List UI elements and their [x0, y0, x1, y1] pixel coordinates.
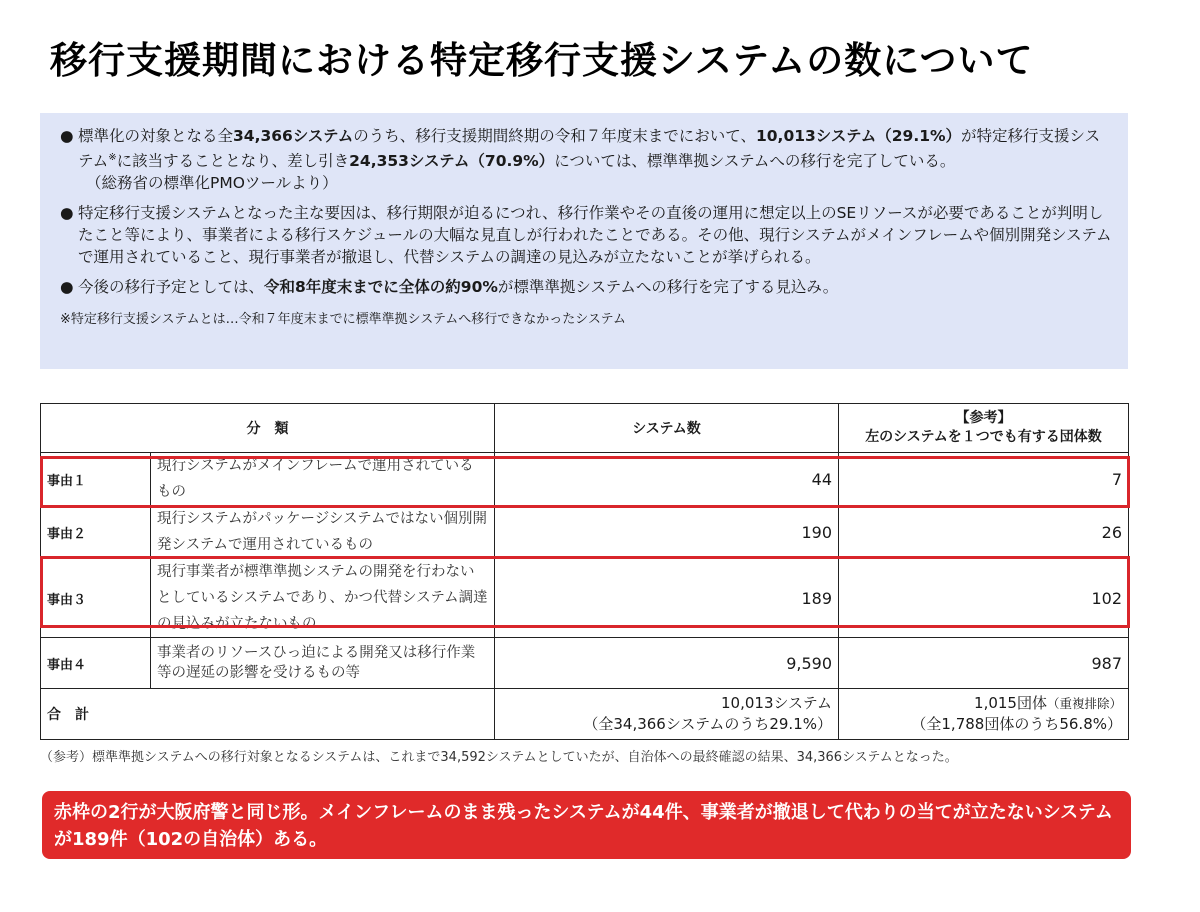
row-reason: 事由４	[41, 638, 151, 689]
total-systems	[495, 689, 839, 740]
row-reason: 事由１	[41, 453, 151, 506]
table-total-row	[41, 689, 1129, 740]
row-description: 現行システムがパッケージシステムではない個別開発システムで運用されているもの	[151, 506, 495, 559]
table-row	[41, 638, 1129, 689]
row-org-count: 102	[839, 559, 1129, 638]
header-systems: システム数	[495, 404, 839, 453]
summary-bullet-2: ● 特定移行支援システムとなった主な要因は、移行期限が迫るにつれ、移行作業やその直後の運用に想定以上のSEリソースが必要であることが判明したこと等により、事業者による移行スケジュールの大幅な見直しが行われたことである。その他、現行システムがメインフレームや個別開発システムで運用されていること、現行事業者が撤退し、代替システムの調達の見込みが立たないことが挙げられる。	[60, 202, 1112, 268]
footnote: ※特定移行支援システムとは…令和７年度末までに標準準拠システムへ移行できなかったシステム	[60, 312, 626, 328]
row-org-count: 987	[839, 638, 1129, 689]
header-ref-desc: 左のシステムを１つでも有する団体数	[865, 429, 1102, 445]
bullet-strong: 34,366システム	[233, 127, 354, 145]
bullet-strong: 10,013システム（29.1%）	[755, 127, 962, 145]
header-category: 分 類	[41, 404, 495, 453]
total-systems-count: 10,013システム	[721, 694, 832, 712]
table-row	[41, 559, 1129, 638]
summary-box	[40, 113, 1128, 369]
row-system-count: 189	[495, 559, 839, 638]
systems-table	[40, 403, 1129, 740]
table-row	[41, 453, 1129, 506]
total-orgs	[839, 689, 1129, 740]
bullet-text: については、標準準拠システムへの移行を完了している。	[554, 152, 956, 171]
row-reason: 事由３	[41, 559, 151, 638]
row-reason: 事由２	[41, 506, 151, 559]
bullet-source: （総務省の標準化PMOツールより）	[86, 174, 338, 193]
row-system-count: 190	[495, 506, 839, 559]
summary-bullet-3	[60, 276, 1112, 298]
header-ref-label: 【参考】	[955, 410, 1012, 426]
reference-note: （参考）標準準拠システムへの移行対象となるシステムは、これまで34,592システムとしていたが、自治体への最終確認の結果、34,366システムとなった。	[40, 750, 958, 765]
table-header-row	[41, 404, 1129, 453]
row-description: 現行事業者が標準準拠システムの開発を行わないとしているシステムであり、かつ代替システム調達の見込みが立たないもの	[151, 559, 495, 638]
header-reference	[839, 404, 1129, 453]
page-title: 移行支援期間における特定移行支援システムの数について	[50, 39, 1034, 82]
bullet-strong: 令和8年度末までに全体の約90%	[264, 278, 498, 297]
bullet-text: 今後の移行予定としては、	[78, 278, 265, 297]
row-description: 事業者のリソースひっ迫による開発又は移行作業等の遅延の影響を受けるもの等	[151, 638, 495, 689]
row-system-count: 44	[495, 453, 839, 506]
table-row	[41, 506, 1129, 559]
bullet-text: のうち、移行支援期間終期の令和７年度末までにおいて、	[353, 127, 756, 145]
bullet-text: に該当することとなり、差し引き	[116, 152, 350, 171]
total-orgs-dedup-note: （重複排除）	[1046, 696, 1122, 711]
row-org-count: 26	[839, 506, 1129, 559]
total-orgs-share: （全1,788団体のうち56.8%）	[911, 715, 1122, 733]
summary-bullet-1	[60, 125, 1112, 194]
total-orgs-count: 1,015団体	[974, 694, 1047, 712]
total-systems-share: （全34,366システムのうち29.1%）	[583, 715, 832, 733]
callout-banner: 赤枠の2行が大阪府警と同じ形。メインフレームのまま残ったシステムが44件、事業者が撤退して代わりの当てが立たないシステムが189件（102の自治体）ある。	[42, 791, 1131, 859]
row-description: 現行システムがメインフレームで運用されているもの	[151, 453, 495, 506]
footnote-mark: ※	[108, 152, 117, 163]
bullet-text: が標準準拠システムへの移行を完了する見込み。	[497, 278, 839, 297]
bullet-text: が特定移行支援システム	[78, 127, 1101, 171]
row-system-count: 9,590	[495, 638, 839, 689]
row-org-count: 7	[839, 453, 1129, 506]
total-label: 合 計	[41, 689, 495, 740]
bullet-text: 標準化の対象となる全	[78, 127, 234, 145]
bullet-strong: 24,353システム（70.9%）	[349, 152, 555, 171]
